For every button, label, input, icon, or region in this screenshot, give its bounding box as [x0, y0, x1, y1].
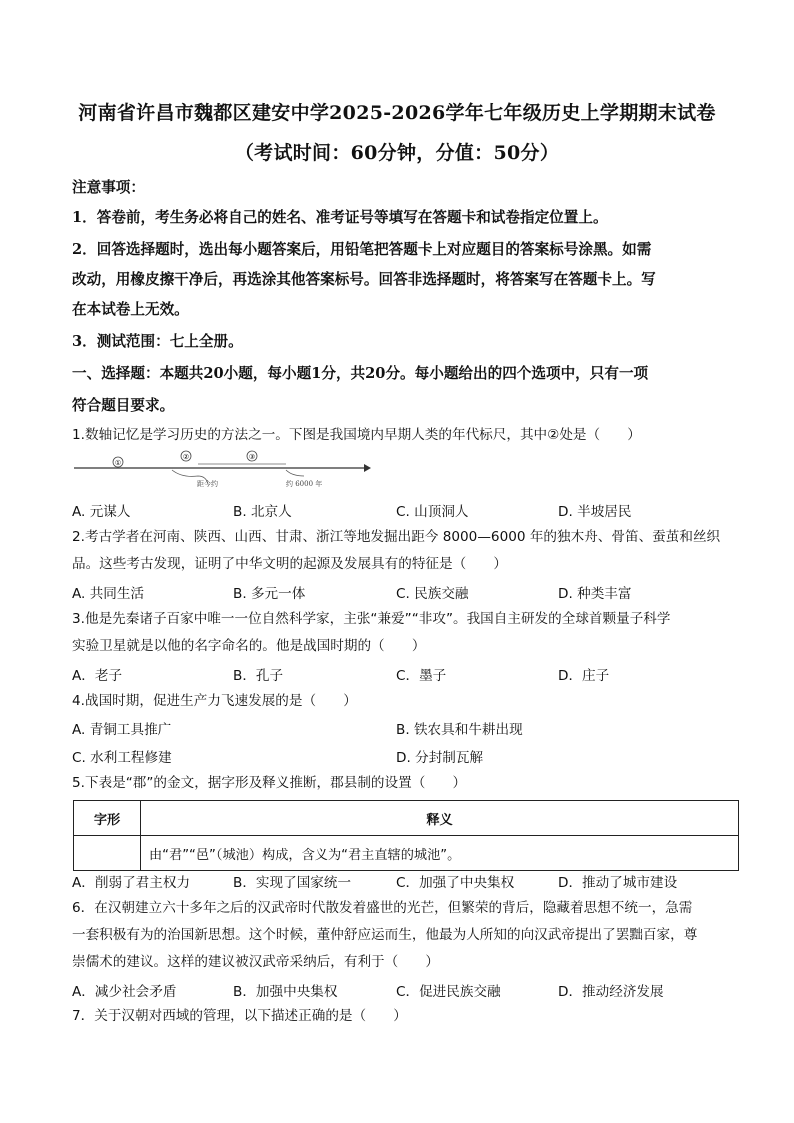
- q3-option-b: B．孔子: [233, 668, 284, 684]
- ruler-label-left: 距今约: [197, 480, 218, 488]
- question-4: 4.战国时期，促进生产力飞速发展的是（ ）: [72, 693, 357, 709]
- note-3: 3．测试范围：七上全册。: [72, 333, 243, 350]
- question-6-line-2: 一套积极有为的治国新思想。这个时候，董仲舒应运而生，他最为人所知的向汉武帝提出了罢黜百家，尊: [72, 927, 698, 943]
- q3-option-a: A．老子: [72, 668, 123, 684]
- question-6-line-1: 6．在汉朝建立六十多年之后的汉武帝时代散发着盛世的光芒，但繁荣的背后，隐藏着思想不统一，急需: [72, 900, 693, 916]
- timeline-ruler-figure: [72, 448, 372, 498]
- exam-subtitle: （考试时间：60分钟，分值：50分）: [234, 142, 560, 164]
- q1-option-d: D. 半坡居民: [558, 504, 632, 520]
- question-7: 7．关于汉朝对西域的管理，以下描述正确的是（ ）: [72, 1008, 407, 1024]
- q3-option-c: C．墨子: [396, 668, 447, 684]
- q5-option-c: C．加强了中央集权: [396, 875, 515, 891]
- q2-option-c: C. 民族交融: [396, 586, 469, 602]
- ruler-label-right: 约 6000 年: [286, 480, 323, 488]
- q6-option-b: B．加强中央集权: [233, 984, 338, 1000]
- q1-option-b: B. 北京人: [233, 504, 292, 520]
- question-5: 5.下表是“郡”的金文，据字形及释义推断，郡县制的设置（ ）: [72, 775, 467, 791]
- q6-option-a: A．减少社会矛盾: [72, 984, 177, 1000]
- exam-title: 河南省许昌市魏都区建安中学2025-2026学年七年级历史上学期期末试卷: [78, 102, 716, 124]
- q1-option-a: A. 元谋人: [72, 504, 131, 520]
- note-2-line-3: 在本试卷上无效。: [72, 301, 189, 318]
- question-2-line-1: 2.考古学者在河南、陕西、山西、甘肃、浙江等地发掘出距今 8000—6000 年的独木舟、骨笛、蚕茧和丝织: [72, 529, 721, 545]
- q5-table-header-glyph: 字形: [74, 801, 141, 836]
- question-3-line-1: 3.他是先秦诸子百家中唯一一位自然科学家，主张“兼爱”“非攻”。我国自主研发的全球首颗量子科学: [72, 611, 671, 627]
- q4-option-d: D. 分封制瓦解: [396, 750, 484, 766]
- q6-option-d: D．推动经济发展: [558, 984, 664, 1000]
- question-1: 1.数轴记忆是学习历史的方法之一。下图是我国境内早期人类的年代标尺，其中②处是（ ）: [72, 427, 641, 443]
- q6-option-c: C．促进民族交融: [396, 984, 501, 1000]
- marker-3: ③: [248, 453, 256, 461]
- q5-table-header-meaning: 释义: [141, 801, 739, 836]
- marker-1: ①: [114, 459, 122, 467]
- q5-option-b: B．实现了国家统一: [233, 875, 352, 891]
- note-1: 1．答卷前，考生务必将自己的姓名、准考证号等填写在答题卡和试卷指定位置上。: [72, 209, 608, 226]
- notes-heading: 注意事项：: [72, 179, 145, 196]
- q3-option-d: D．庄子: [558, 668, 610, 684]
- q5-table: [73, 800, 739, 871]
- q5-option-a: A．削弱了君主权力: [72, 875, 191, 891]
- question-2-line-2: 品。这些考古发现，证明了中华文明的起源及发展具有的特征是（ ）: [72, 556, 507, 572]
- q2-option-b: B. 多元一体: [233, 586, 306, 602]
- q4-option-a: A. 青铜工具推广: [72, 722, 172, 738]
- q2-option-a: A. 共同生活: [72, 586, 145, 602]
- note-2-line-2: 改动，用橡皮擦干净后，再选涂其他答案标号。回答非选择题时，将答案写在答题卡上。写: [72, 271, 656, 288]
- q1-option-c: C. 山顶洞人: [396, 504, 469, 520]
- q5-option-d: D．推动了城市建设: [558, 875, 678, 891]
- marker-2: ②: [182, 453, 190, 461]
- note-2-line-1: 2．回答选择题时，选出每小题答案后，用铅笔把答题卡上对应题目的答案标号涂黑。如需: [72, 241, 652, 258]
- question-3-line-2: 实验卫星就是以他的名字命名的。他是战国时期的（ ）: [72, 638, 426, 654]
- section-heading-line-1: 一、选择题：本题共20小题，每小题1分，共20分。每小题给出的四个选项中，只有一项: [72, 365, 649, 382]
- q4-option-b: B. 铁农具和牛耕出现: [396, 722, 523, 738]
- q5-table-meaning-cell: 由“君”“邑”（城池）构成，含义为“君主直辖的城池”。: [141, 836, 739, 871]
- q4-option-c: C. 水利工程修建: [72, 750, 172, 766]
- question-6-line-3: 崇儒术的建议。这样的建议被汉武帝采纳后，有利于（ ）: [72, 954, 440, 970]
- section-heading-line-2: 符合题目要求。: [72, 397, 175, 414]
- q2-option-d: D. 种类丰富: [558, 586, 632, 602]
- q5-table-glyph-cell: [74, 836, 141, 871]
